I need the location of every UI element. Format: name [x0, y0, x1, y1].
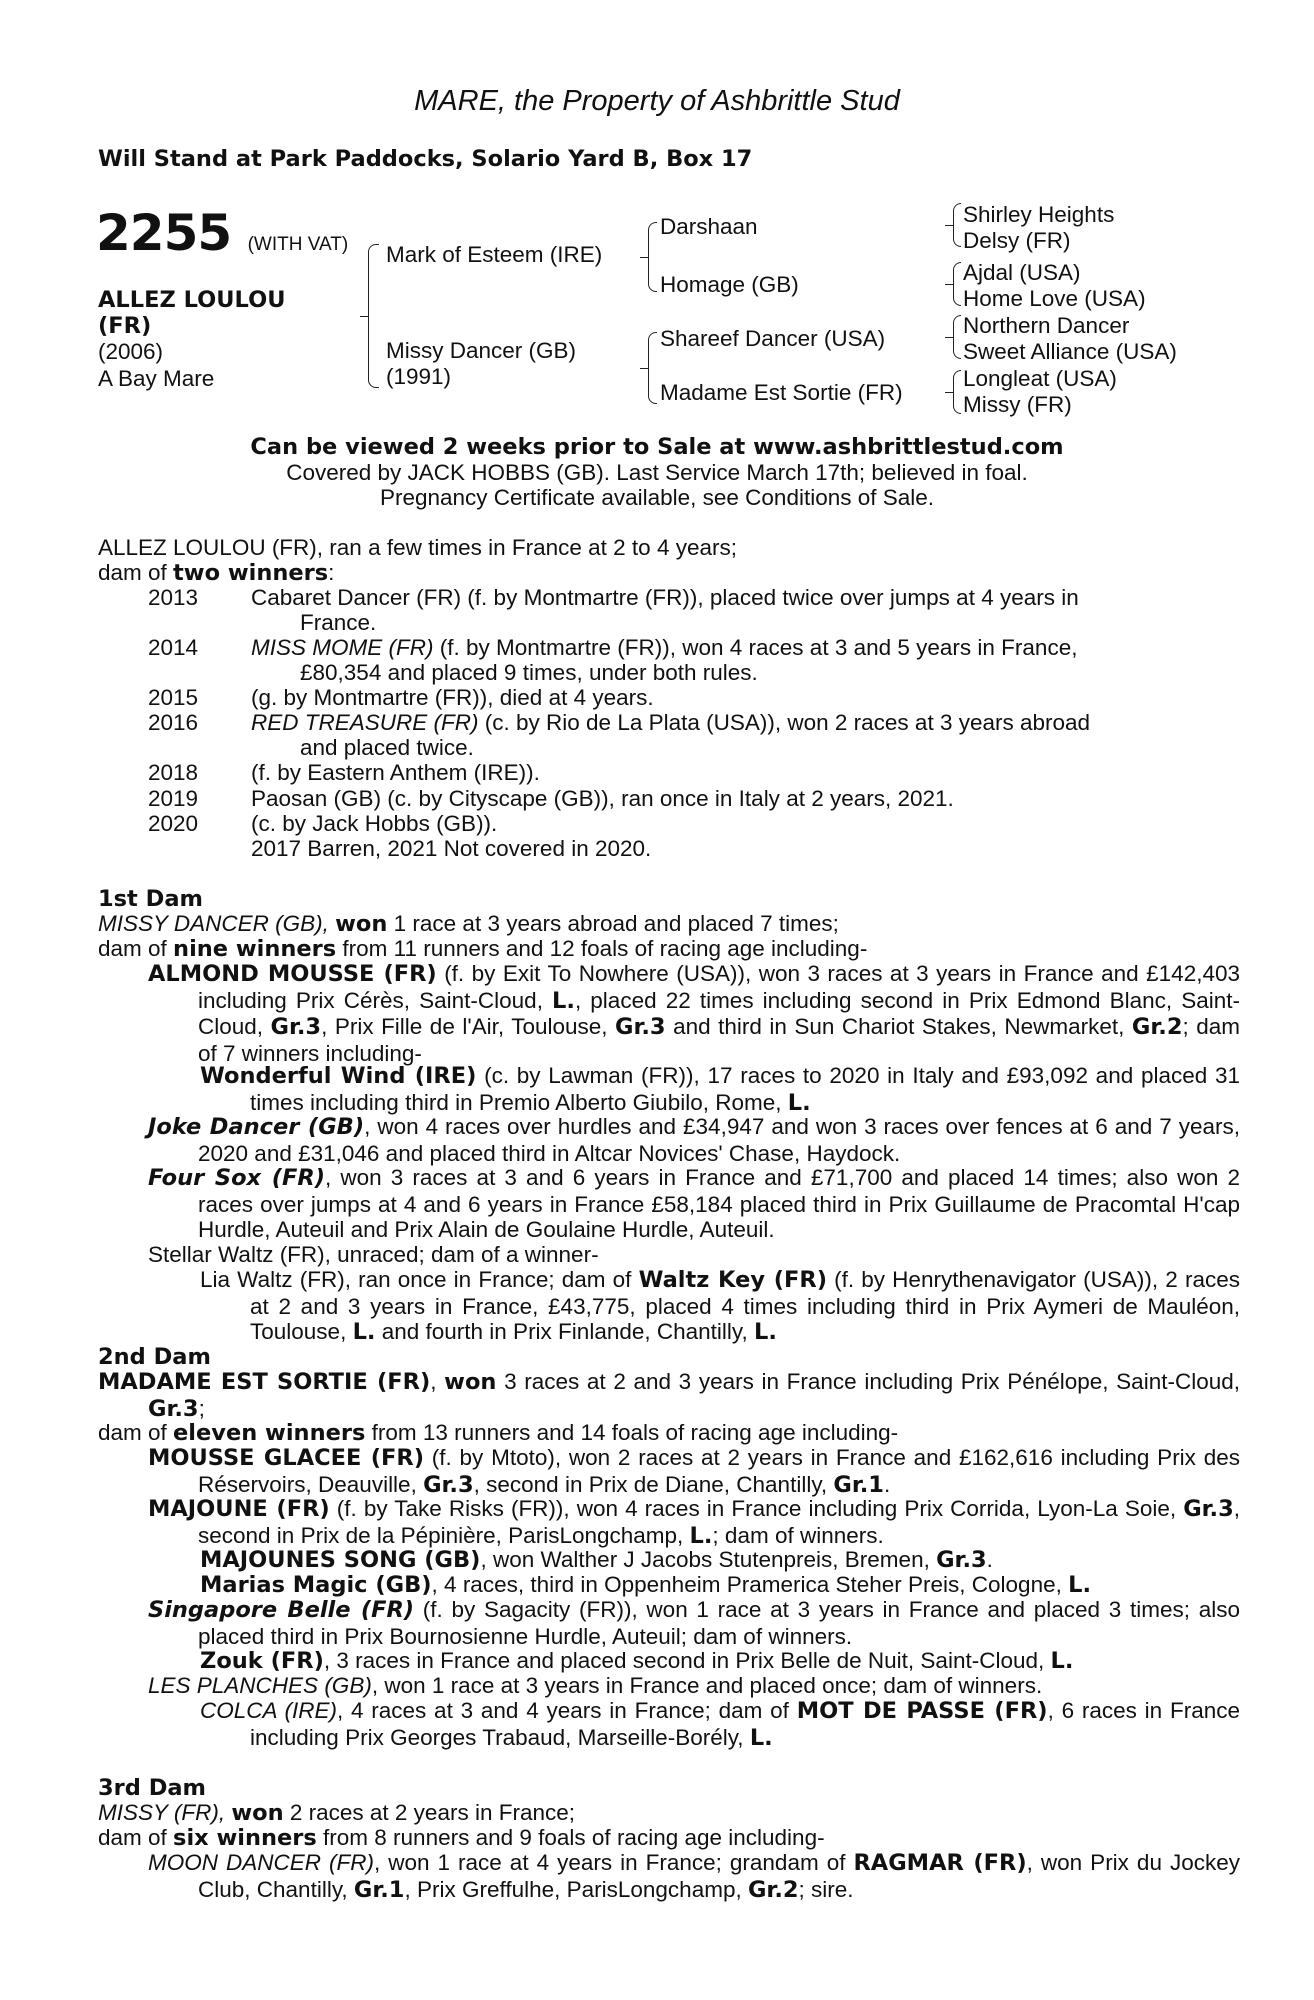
- pedigree-brace-dam: [648, 332, 657, 404]
- third-dam-produce: dam of six winners from 8 runners and 9 foals of racing age including-: [98, 1825, 825, 1851]
- covered-note: Covered by JACK HOBBS (GB). Last Service March 17th; believed in foal.: [286, 460, 1028, 485]
- certificate-note: Pregnancy Certificate available, see Conditions of Sale.: [379, 485, 935, 510]
- second-dam-produce: dam of eleven winners from 13 runners and 14 foals of racing age including-: [98, 1420, 899, 1446]
- produce-intro: ALLEZ LOULOU (FR), ran a few times in France at 2 to 4 years;: [98, 535, 737, 560]
- entry-lia-waltz: Lia Waltz (FR), ran once in France; dam of Waltz Key (FR) (f. by Henrythenavigator (USA)), 2 races at 2 and 3 years in France, £43,775, placed 4 times including third in Prix Aymeri de Mauléon, Toulouse, L. and fourth in Prix Finlande, Chantilly, L.: [200, 1267, 1240, 1345]
- first-dam-produce: dam of nine winners from 11 runners and 12 foals of racing age including-: [98, 936, 868, 962]
- viewing-note: Can be viewed 2 weeks prior to Sale at www.ashbrittlestud.com: [250, 434, 1064, 460]
- produce-year: 2014: [148, 635, 199, 660]
- produce-entry: (c. by Jack Hobbs (GB)).: [251, 811, 498, 836]
- entry-mousse-glacee: MOUSSE GLACEE (FR) (f. by Mtoto), won 2 races at 2 years in France and £162,616 including Prix des Réservoirs, Deauville, Gr.3, second in Prix de Diane, Chantilly, Gr.1.: [148, 1445, 1240, 1498]
- entry-majoune: MAJOUNE (FR) (f. by Take Risks (FR)), won 4 races in France including Prix Corrida, Lyon-La Soie, Gr.3, second in Prix de la Pépinière, ParisLongchamp, L.; dam of winners.: [148, 1496, 1241, 1549]
- entry-wonderful-wind: Wonderful Wind (IRE) (c. by Lawman (FR)), 17 races to 2020 in Italy and £93,092 and placed 31 times including third in Premio Alberto Giubilo, Rome, L.: [200, 1063, 1240, 1116]
- pedigree-brace-ss: [953, 203, 961, 247]
- pedigree-sire: Mark of Esteem (IRE): [386, 242, 603, 267]
- pedigree-brace-ds: [953, 315, 961, 359]
- produce-barren-note: 2017 Barren, 2021 Not covered in 2020.: [251, 836, 652, 861]
- pedigree-ssd: Delsy (FR): [963, 228, 1071, 253]
- pedigree-brace-main: [368, 244, 379, 388]
- horse-description: A Bay Mare: [98, 366, 215, 391]
- stand-location: Will Stand at Park Paddocks, Solario Yard B, Box 17: [98, 146, 753, 172]
- first-dam-heading: 1st Dam: [98, 886, 203, 912]
- pedigree-dam-sire: Shareef Dancer (USA): [660, 326, 886, 351]
- pedigree-brace-dd: [953, 370, 961, 414]
- produce-dam-of: dam of two winners:: [98, 560, 335, 586]
- pedigree-brace-sire: [648, 222, 657, 292]
- produce-entry-cont: and placed twice.: [300, 735, 474, 760]
- entry-joke-dancer: Joke Dancer (GB), won 4 races over hurdles and £34,947 and won 3 races over fences at 6 and 7 years, 2020 and £31,046 and placed third in Altcar Novices' Chase, Haydock.: [148, 1114, 1240, 1166]
- produce-year: 2020: [148, 811, 199, 836]
- produce-entry: Cabaret Dancer (FR) (f. by Montmartre (FR)), placed twice over jumps at 4 years in: [251, 585, 1079, 610]
- pedigree-sire-sire: Darshaan: [660, 214, 758, 239]
- horse-country: (FR): [98, 313, 152, 339]
- entry-colca: COLCA (IRE), 4 races at 3 and 4 years in France; dam of MOT DE PASSE (FR), 6 races in France including Prix Georges Trabaud, Marseille-Borély, L.: [200, 1698, 1240, 1751]
- page-title: MARE, the Property of Ashbrittle Stud: [414, 85, 900, 117]
- produce-entry: RED TREASURE (FR) (c. by Rio de La Plata (USA)), won 2 races at 3 years abroad: [251, 710, 1091, 735]
- entry-zouk: Zouk (FR), 3 races in France and placed second in Prix Belle de Nuit, Saint-Cloud, L.: [200, 1648, 1074, 1674]
- entry-majounes-song: MAJOUNES SONG (GB), won Walther J Jacobs Stutenpreis, Bremen, Gr.3.: [200, 1547, 993, 1573]
- pedigree-brace-sd: [953, 262, 961, 306]
- entry-stellar-waltz: Stellar Waltz (FR), unraced; dam of a winner-: [148, 1242, 599, 1267]
- third-dam-heading: 3rd Dam: [98, 1775, 206, 1801]
- entry-four-sox: Four Sox (FR), won 3 races at 3 and 6 years in France and £71,700 and placed 14 times; also won 2 races over jumps at 4 and 6 years in France £58,184 placed third in Prix Guillaume de Pracomtal H'cap Hurdle, Auteuil and Prix Alain de Goulaine Hurdle, Auteuil.: [148, 1165, 1240, 1242]
- pedigree-sdd: Home Love (USA): [963, 286, 1146, 311]
- entry-marias-magic: Marias Magic (GB), 4 races, third in Oppenheim Pramerica Steher Preis, Cologne, L.: [200, 1572, 1091, 1598]
- entry-moon-dancer: MOON DANCER (FR), won 1 race at 4 years in France; grandam of RAGMAR (FR), won Prix du Jockey Club, Chantilly, Gr.1, Prix Greffulhe, ParisLongchamp, Gr.2; sire.: [148, 1850, 1240, 1903]
- pedigree-sire-dam: Homage (GB): [660, 272, 799, 297]
- lot-number: 2255 (WITH VAT): [96, 204, 349, 262]
- produce-entry: MISS MOME (FR) (f. by Montmartre (FR)), won 4 races at 3 and 5 years in France,: [251, 635, 1078, 660]
- pedigree-sss: Shirley Heights: [963, 202, 1115, 227]
- produce-year: 2015: [148, 685, 199, 710]
- pedigree-dds: Longleat (USA): [963, 366, 1117, 391]
- entry-almond-mousse: ALMOND MOUSSE (FR) (f. by Exit To Nowhere (USA)), won 3 races at 3 years in France and £142,403 including Prix Cérès, Saint-Cloud, L., placed 22 times including second in Prix Edmond Blanc, Saint-Cloud, Gr.3, Prix Fille de l'Air, Toulouse, Gr.3 and third in Sun Chariot Stakes, Newmarket, Gr.2; dam of 7 winners including-: [148, 961, 1241, 1066]
- produce-entry-cont: France.: [300, 610, 377, 635]
- produce-year: 2018: [148, 760, 199, 785]
- produce-year: 2019: [148, 786, 199, 811]
- vat-note: (WITH VAT): [247, 234, 349, 255]
- pedigree-sds: Ajdal (USA): [963, 260, 1081, 285]
- produce-entry: Paosan (GB) (c. by Cityscape (GB)), ran once in Italy at 2 years, 2021.: [251, 786, 954, 811]
- produce-year: 2013: [148, 585, 199, 610]
- pedigree-dam-dam: Madame Est Sortie (FR): [660, 380, 903, 405]
- pedigree-dsd: Sweet Alliance (USA): [963, 339, 1177, 364]
- produce-year: 2016: [148, 710, 199, 735]
- pedigree-dam-year: (1991): [386, 364, 452, 389]
- second-dam-line: MADAME EST SORTIE (FR), won 3 races at 2 and 3 years in France including Prix Pénélope, Saint-Cloud, Gr.3;: [98, 1369, 1240, 1422]
- pedigree-dss: Northern Dancer: [963, 313, 1130, 338]
- third-dam-line: MISSY (FR), won 2 races at 2 years in France;: [98, 1800, 575, 1826]
- second-dam-heading: 2nd Dam: [98, 1344, 211, 1370]
- entry-les-planches: LES PLANCHES (GB), won 1 race at 3 years in France and placed once; dam of winners.: [148, 1673, 1043, 1698]
- pedigree-ddd: Missy (FR): [963, 392, 1072, 417]
- entry-singapore-belle: Singapore Belle (FR) (f. by Sagacity (FR)), won 1 race at 3 years in France and placed 3 times; also placed third in Prix Bournosienne Hurdle, Auteuil; dam of winners.: [148, 1597, 1240, 1649]
- first-dam-line: MISSY DANCER (GB), won 1 race at 3 years abroad and placed 7 times;: [98, 911, 839, 937]
- horse-year: (2006): [98, 339, 164, 364]
- pedigree-dam: Missy Dancer (GB): [386, 338, 577, 363]
- produce-entry: (g. by Montmartre (FR)), died at 4 years.: [251, 685, 654, 710]
- horse-name: ALLEZ LOULOU: [98, 287, 286, 313]
- produce-entry: (f. by Eastern Anthem (IRE)).: [251, 760, 540, 785]
- produce-entry-cont: £80,354 and placed 9 times, under both rules.: [300, 660, 758, 685]
